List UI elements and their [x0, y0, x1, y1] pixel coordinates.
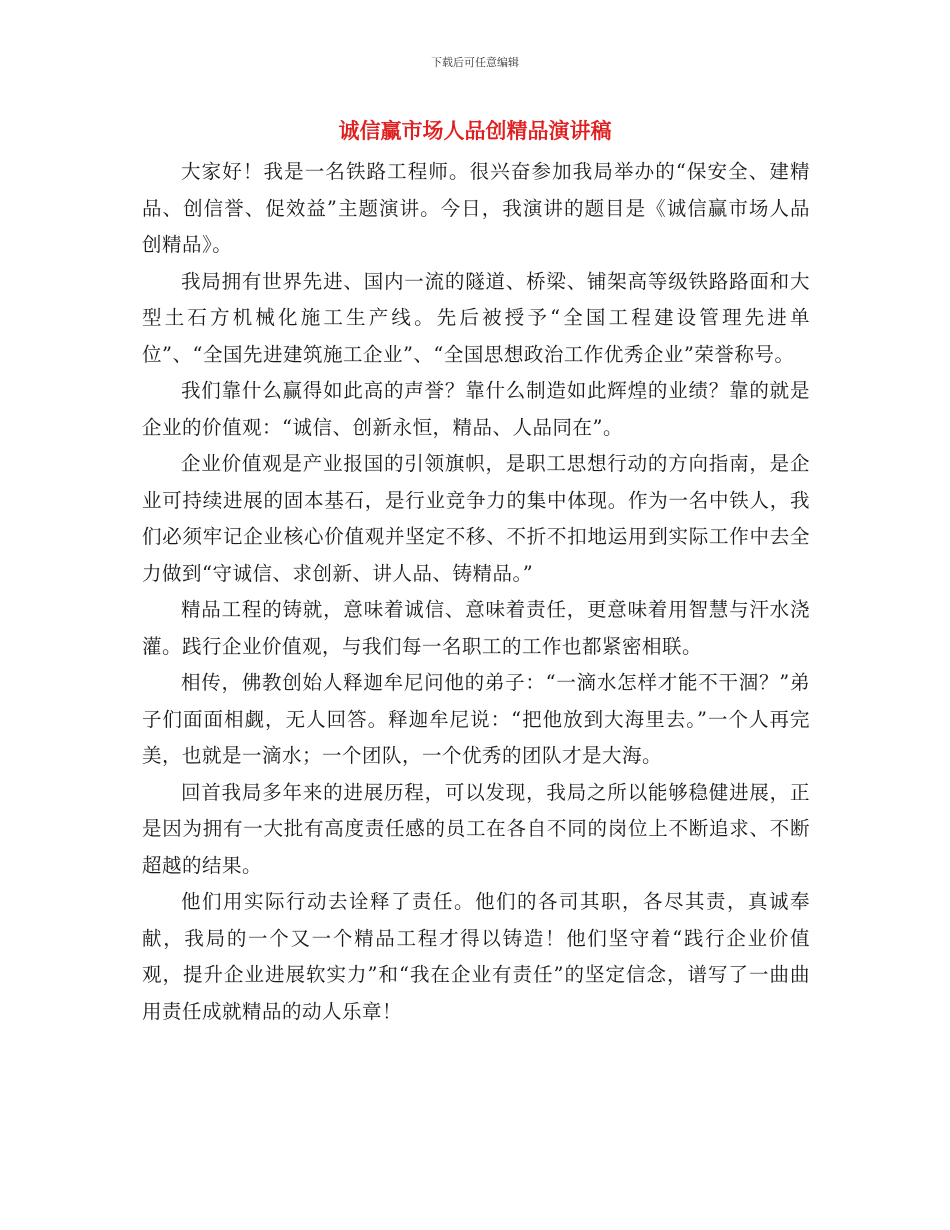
paragraph: 我们靠什么赢得如此高的声誉？靠什么制造如此辉煌的业绩？靠的就是企业的价值观：“诚信、创新永恒，精品、人品同在”。 [142, 379, 810, 439]
paragraph: 大家好！我是一名铁路工程师。很兴奋参加我局举办的“保安全、建精品、创信誉、促效益”主题演讲。今日，我演讲的题目是《诚信赢市场人品创精品》。 [142, 160, 810, 256]
document-title: 诚信赢市场人品创精品演讲稿 [338, 119, 612, 143]
paragraph: 回首我局多年来的进展历程，可以发现，我局之所以能够稳健进展，正是因为拥有一大批有高度责任感的员工在各自不同的岗位上不断追求、不断超越的结果。 [142, 780, 810, 877]
page-header: 下载后可任意编辑 [431, 56, 519, 69]
paragraph: 我局拥有世界先进、国内一流的隧道、桥梁、铺架高等级铁路路面和大型土石方机械化施工生产线。先后被授予“全国工程建设管理先进单位”、“全国先进建筑施工企业”、“全国思想政治工作优秀企业”荣誉称号。 [142, 269, 810, 366]
paragraph: 精品工程的铸就，意味着诚信、意味着责任，更意味着用智慧与汗水浇灌。践行企业价值观，与我们每一名职工的工作也都紧密相联。 [142, 598, 810, 658]
paragraph: 企业价值观是产业报国的引领旗帜，是职工思想行动的方向指南，是企业可持续进展的固本基石，是行业竞争力的集中体现。作为一名中铁人，我们必须牢记企业核心价值观并坚定不移、不折不扣地运用到实际工作中去全力做到“守诚信、求创新、讲人品、铸精品。” [142, 452, 810, 585]
paragraph: 相传，佛教创始人释迦牟尼问他的弟子：“一滴水怎样才能不干涸？”弟子们面面相觑，无人回答。释迦牟尼说：“把他放到大海里去。”一个人再完美，也就是一滴水；一个团队，一个优秀的团队才是大海。 [142, 671, 810, 767]
document-body [142, 154, 810, 1030]
paragraph: 他们用实际行动去诠释了责任。他们的各司其职，各尽其责，真诚奉献，我局的一个又一个精品工程才得以铸造！他们坚守着“践行企业价值观，提升企业进展软实力”和“我在企业有责任”的坚定信念，谱写了一曲曲用责任成就精品的动人乐章！ [142, 890, 810, 1023]
